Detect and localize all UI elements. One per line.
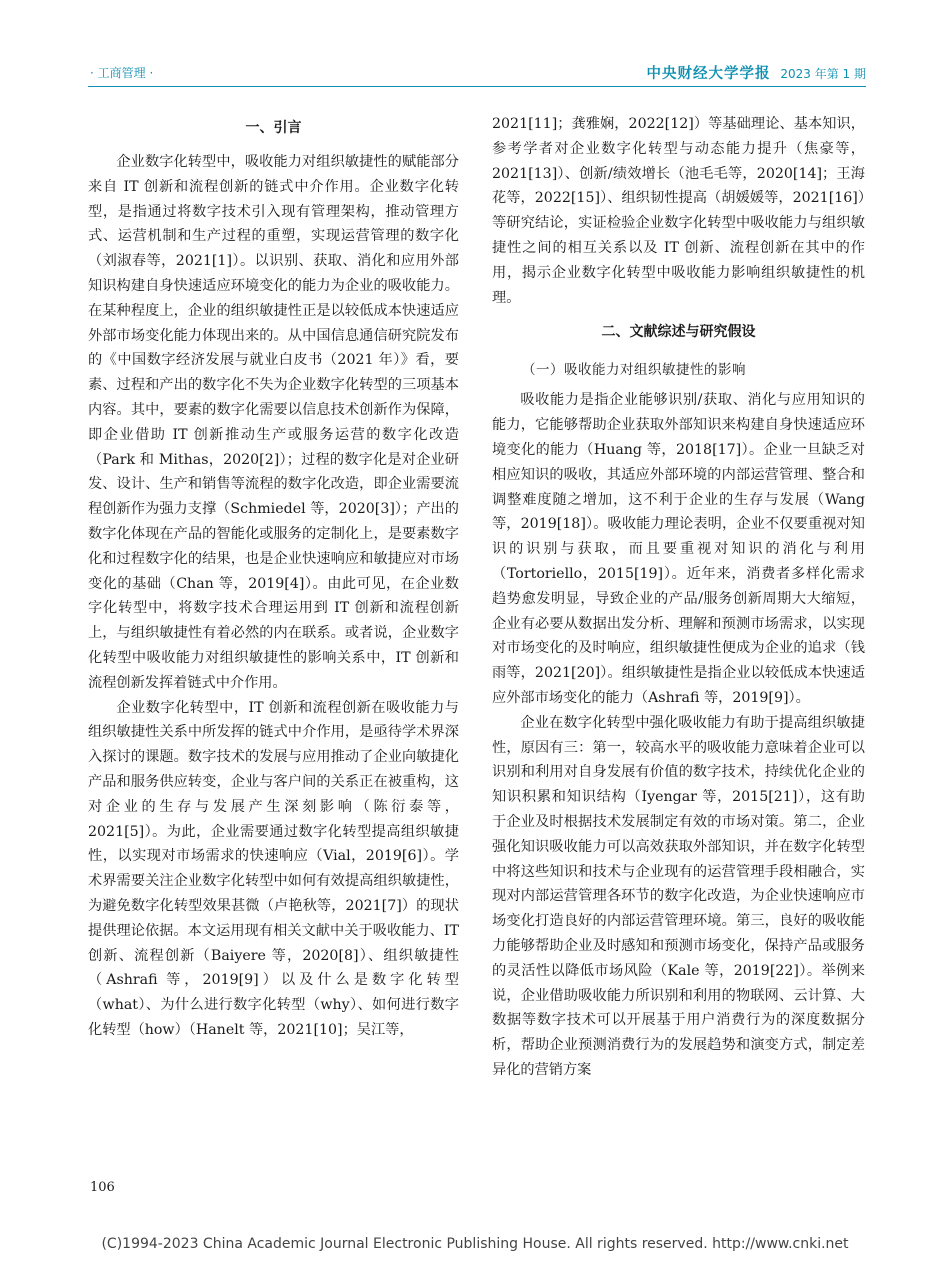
running-head-journal [647,62,866,83]
section-heading-literature: 二、文献综述与研究假设 [601,324,756,341]
subsection-heading: （一）吸收能力对组织敏捷性的影响 [522,362,746,379]
running-head-section: · 工商管理 · [90,66,154,80]
body-paragraph-continued: 2021[11]；龚雅娴，2022[12]）等基础理论、基本知识，参考学者对企业数字化转型与动态能力提升（焦豪等，2021[13]）、创新/绩效增长（池毛毛等，2020[14]；王海花等，2022[15]）、组织韧性提高（胡媛媛等，2021[16]）等研究结论，实证检验企业数字化转型中吸收能力与组织敏捷性之间的相互关系以及 IT 创新、流程创新在其中的作用，揭示企业数字化转型中吸收能力影响组织敏捷性的机理。 [492,116,865,306]
section-heading-introduction: 一、引言 [245,120,302,136]
page-number: 106 [90,1180,115,1195]
body-paragraph: 企业数字化转型中，吸收能力对组织敏捷性的赋能部分来自 IT 创新和流程创新的链式中介作用。企业数字化转型，是指通过将数字技术引入现有管理架构，推动管理方式、运营机制和生产过程的重塑，实现运营管理的数字化（刘淑春等，2021[1]）。以识别、获取、消化和应用外部知识构建自身快速适应环境变化的能力为企业的吸收能力。在某种程度上，企业的组织敏捷性正是以较低成本快速适应外部市场变化能力体现出来的。从中国信息通信研究院发布的《中国数字经济发展与就业白皮书（2021 年）》看，要素、过程和产出的数字化不失为企业数字化转型的三项基本内容。其中，要素的数字化需要以信息技术创新作为保障，即企业借助 IT 创新推动生产或服务运营的数字化改造（Park 和 Mithas，2020[2]）；过程的数字化是对企业研发、设计、生产和销售等流程的数字化改造，即企业需要流程创新作为强力支撑（Schmiedel 等，2020[3]）；产出的数字化体现在产品的智能化或服务的定制化上，是要素数字化和过程数字化的结果，也是企业快速响应和敏捷应对市场变化的基础（Chan 等，2019[4]）。由此可见，在企业数字化转型中，将数字技术合理运用到 IT 创新和流程创新上，与组织敏捷性有着必然的内在联系。或者说，企业数字化转型中吸收能力对组织敏捷性的影响关系中，IT 创新和流程创新发挥着链式中介作用。 [88,154,459,691]
journal-issue: 2023 年第 1 期 [780,67,866,81]
body-paragraph: 企业数字化转型中，IT 创新和流程创新在吸收能力与组织敏捷性关系中所发挥的链式中介作用，是亟待学术界深入探讨的课题。数字技术的发展与应用推动了企业向敏捷化产品和服务供应转变，企业与客户间的关系正在被重构，这对企业的生存与发展产生深刻影响（陈衍泰等，2021[5]）。为此，企业需要通过数字化转型提高组织敏捷性，以实现对市场需求的快速响应（Vial，2019[6]）。学术界需要关注企业数字化转型中如何有效提高组织敏捷性，为避免数字化转型效果甚微（卢艳秋等，2021[7]）的现状提供理论依据。本文运用现有相关文献中关于吸收能力、IT 创新、流程创新（Baiyere 等，2020[8]）、组织敏捷性（Ashrafi 等，2019[9]）以及什么是数字化转型（what）、为什么进行数字化转型（why）、如何进行数字化转型（how）（Hanelt 等，2021[10]；吴江等， [88,699,460,1038]
body-paragraph: 企业在数字化转型中强化吸收能力有助于提高组织敏捷性，原因有三：第一，较高水平的吸收能力意味着企业可以识别和利用对自身发展有价值的数字技术，持续优化企业的知识积累和知识结构（Iyengar 等，2015[21]），这有助于企业及时根据技术发展制定有效的市场对策。第二，企业强化知识吸收能力可以高效获取外部知识，并在数字化转型中将这些知识和技术与企业现有的运营管理手段相融合，实现对内部运营管理各环节的数字化改造，为企业快速响应市场变化打造良好的内部运营管理环境。第三，良好的吸收能力能够帮助企业及时感知和预测市场变化，保持产品或服务的灵活性以降低市场风险（Kale 等，2019[22]）。举例来说，企业借助吸收能力所识别和利用的物联网、云计算、大数据等数字技术可以开展基于用户消费行为的深度数据分析，帮助企业预测消费行为的发展趋势和演变方式，制定差异化的营销方案 [492,714,865,1078]
journal-name: 中央财经大学学报 [646,66,771,82]
right-column [492,112,865,1083]
left-column [88,112,459,1043]
header-rule [88,86,866,87]
body-paragraph: 吸收能力是指企业能够识别/获取、消化与应用知识的能力，它能够帮助企业获取外部知识来构建自身快速适应环境变化的能力（Huang 等，2018[17]）。企业一旦缺乏对相应知识的吸收，其适应外部环境的内部运营管理、整合和调整难度随之增加，这不利于企业的生存与发展（Wang 等，2019[18]）。吸收能力理论表明，企业不仅要重视对知识的识别与获取，而且要重视对知识的消化与利用（Tortoriello，2015[19]）。近年来，消费者多样化需求趋势愈发明显，导致企业的产品/服务创新周期大大缩短，企业有必要从数据出发分析、理解和预测市场需求，以实现对市场变化的及时响应，组织敏捷性便成为企业的追求（钱雨等，2021[20]）。组织敏捷性是指企业以较低成本快速适应外部市场变化的能力（Ashrafi 等，2019[9]）。 [492,392,865,706]
copyright-footer: (C)1994-2023 China Academic Journal Electronic Publishing House. All rights reserved. http://www.cnki.net [101,1236,849,1252]
